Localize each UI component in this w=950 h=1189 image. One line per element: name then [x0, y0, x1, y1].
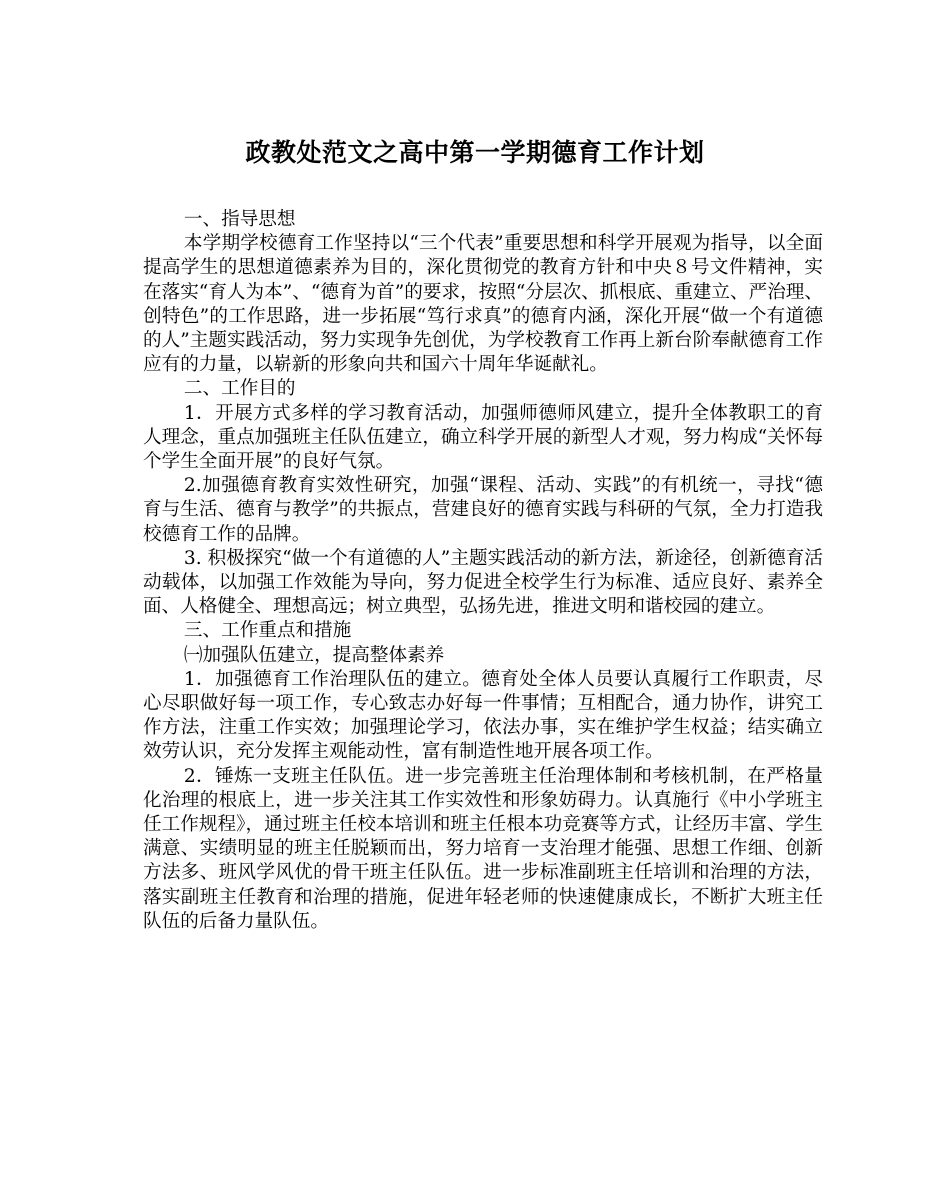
section-heading-guiding-thought: 一、指导思想 [183, 209, 296, 230]
paragraph-goal-2: 2.加强德育教育实效性研究，加强“课程、活动、实践”的有机统一，寻找“德育与生活、德育与教学”的共振点，营建良好的德育实践与科研的气氛，全力打造我校德育工作的品牌。 [143, 475, 823, 545]
paragraph-goal-1: 1．开展方式多样的学习教育活动，加强师德师风建立，提升全体教职工的育人理念，重点加强班主任队伍建立，确立科学开展的新型人才观，努力构成“关怀每个学生全面开展”的良好气氛。 [143, 402, 823, 473]
paragraph-measure-1: 1．加强德育工作治理队伍的建立。德育处全体人员要认真履行工作职责，尽心尽职做好每一项工作，专心致志办好每一件事情；互相配合，通力协作，讲究工作方法，注重工作实效；加强理论学习，依法办事，实在维护学生权益；结实确立效劳认识，充分发挥主观能动性，富有制造性地开展各项工作。 [143, 668, 823, 763]
paragraph-goal-3: 3. 积极探究“做一个有道德的人”主题实践活动的新方法，新途径，创新德育活动载体，以加强工作效能为导向，努力促进全校学生行为标准、适应良好、素养全面、人格健全、理想高远；树立典型，弘扬先进，推进文明和谐校园的建立。 [143, 547, 823, 618]
section-heading-work-goals: 二、工作目的 [183, 378, 296, 400]
subsection-heading-team-building: ㈠加强队伍建立，提高整体素养 [183, 644, 445, 666]
document-title: 政教处范文之高中第一学期德育工作计划 [245, 138, 705, 167]
section-heading-focus-measures: 三、工作重点和措施 [183, 620, 352, 642]
paragraph-measure-2: 2．锤炼一支班主任队伍。进一步完善班主任治理体制和考核机制，在严格量化治理的根底上，进一步关注其工作实效性和形象妨碍力。认真施行《中小学班主任工作规程》，通过班主任校本培训和班主任根本功竞赛等方式，让经历丰富、学生满意、实绩明显的班主任脱颖而出，努力培育一支治理才能强、思想工作细、创新方法多、班风学风优的骨干班主任队伍。进一步标准副班主任培训和治理的方法，落实副班主任教育和治理的措施，促进年轻老师的快速健康成长，不断扩大班主任队伍的后备力量队伍。 [143, 765, 823, 932]
document-body [143, 208, 823, 934]
paragraph-guiding-thought: 本学期学校德育工作坚持以“三个代表”重要思想和科学开展观为指导，以全面提高学生的思想道德素养为目的，深化贯彻党的教育方针和中央８号文件精神，实在落实“育人为本”、“德育为首”的要求，按照“分层次、抓根底、重建立、严治理、创特色”的工作思路，进一步拓展“笃行求真”的德育内涵，深化开展“做一个有道德的人”主题实践活动，努力实现争先创优，为学校教育工作再上新台阶奉献德育工作应有的力量，以崭新的形象向共和国六十周年华诞献礼。 [143, 233, 823, 376]
